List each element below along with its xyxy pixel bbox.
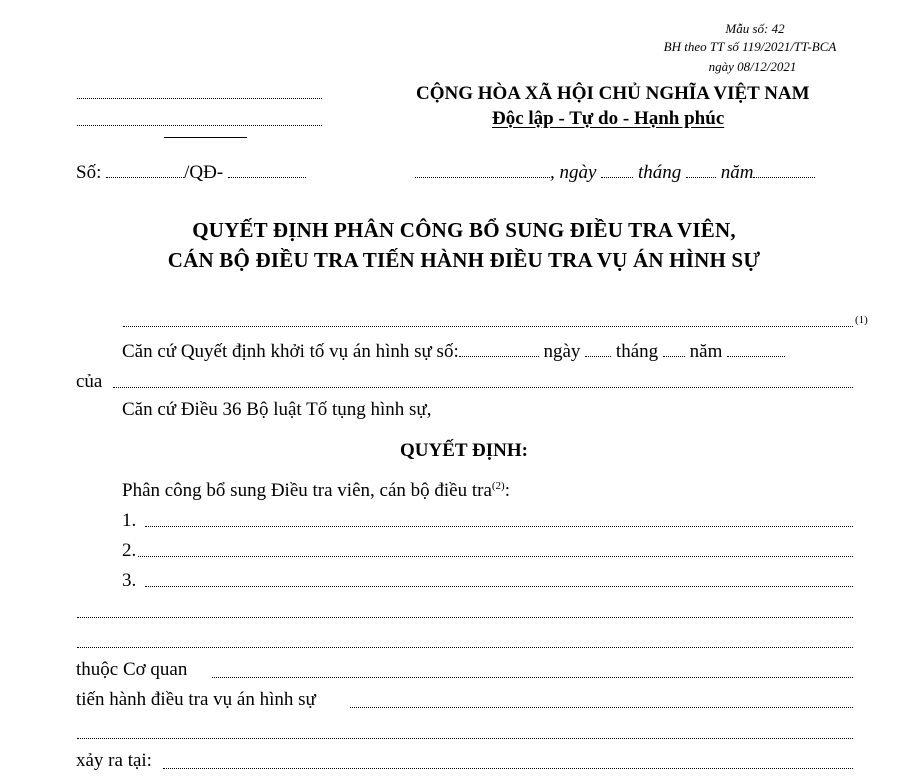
assign-text: Phân công bổ sung Điều tra viên, cán bộ điều tra [122, 480, 492, 501]
xay-ra-tai-label: xảy ra tại: [76, 750, 152, 771]
footnote-1: (1) [855, 314, 868, 326]
footnote-2: (2) [491, 480, 505, 492]
issuer-line[interactable] [123, 326, 853, 327]
can-cu-1-nam: năm [689, 341, 723, 362]
place-date-line [415, 162, 815, 184]
item-1-label: 1. [122, 510, 137, 531]
can-cu-1-line [122, 341, 785, 363]
document-title-line-2: CÁN BỘ ĐIỀU TRA TIẾN HÀNH ĐIỀU TRA VỤ ÁN HÌNH SỰ [167, 248, 761, 272]
can-cu-1-ngay: ngày [543, 341, 581, 362]
item-3-label: 3. [122, 570, 137, 591]
number-line-left [76, 162, 306, 184]
can-cu-1-thang: tháng [615, 341, 659, 362]
cua-field[interactable] [113, 387, 853, 388]
item-2-label: 2. [122, 540, 137, 561]
qd-suffix-field[interactable] [228, 177, 306, 178]
decision-heading: QUYẾT ĐỊNH: [400, 440, 528, 461]
tien-hanh-field[interactable] [350, 707, 853, 708]
year-field[interactable] [753, 177, 815, 178]
so-label: Số: [76, 162, 102, 183]
document-title-line-1: QUYẾT ĐỊNH PHÂN CÔNG BỔ SUNG ĐIỀU TRA VIÊN, [192, 218, 736, 242]
cua-label: của [76, 371, 103, 392]
qd-label: /QĐ- [184, 162, 224, 183]
form-code-line-2: BH theo TT số 119/2021/TT-BCA [663, 39, 837, 54]
place-comma: , [550, 162, 555, 183]
item-3-field[interactable] [145, 586, 853, 587]
thang-label: tháng [637, 162, 682, 183]
form-code-line-3: ngày 08/12/2021 [708, 59, 797, 74]
decision-year-field[interactable] [727, 356, 785, 357]
assign-line [122, 480, 510, 502]
xay-ra-tai-field[interactable] [163, 768, 853, 769]
so-number-field[interactable] [106, 177, 184, 178]
thuoc-co-quan-field[interactable] [212, 677, 853, 678]
extra-line-1[interactable] [77, 617, 853, 618]
form-code-line-1: Mẫu số: 42 [725, 21, 785, 36]
agency-line-1[interactable] [77, 98, 322, 99]
can-cu-1-text: Căn cứ Quyết định khởi tố vụ án hình sự số: [122, 341, 459, 362]
extra-line-2[interactable] [77, 647, 853, 648]
agency-line-2[interactable] [77, 125, 322, 126]
thuoc-co-quan-label: thuộc Cơ quan [76, 659, 188, 680]
decision-month-field[interactable] [663, 356, 685, 357]
nation-title: CỘNG HÒA XÃ HỘI CHỦ NGHĨA VIỆT NAM [416, 83, 810, 104]
decision-day-field[interactable] [585, 356, 611, 357]
motto: Độc lập - Tự do - Hạnh phúc [492, 108, 725, 129]
ngay-label: ngày [559, 162, 597, 183]
can-cu-2-text: Căn cứ Điều 36 Bộ luật Tố tụng hình sự, [122, 399, 432, 420]
agency-divider [164, 137, 247, 138]
nam-label: năm [720, 162, 754, 183]
item-1-field[interactable] [145, 526, 853, 527]
tien-hanh-label: tiến hành điều tra vụ án hình sự [76, 689, 316, 710]
decision-number-field[interactable] [459, 356, 539, 357]
extra-line-3[interactable] [77, 738, 853, 739]
day-field[interactable] [601, 177, 633, 178]
month-field[interactable] [686, 177, 716, 178]
item-2-field[interactable] [138, 556, 853, 557]
assign-colon: : [504, 480, 510, 501]
place-field[interactable] [415, 177, 550, 178]
